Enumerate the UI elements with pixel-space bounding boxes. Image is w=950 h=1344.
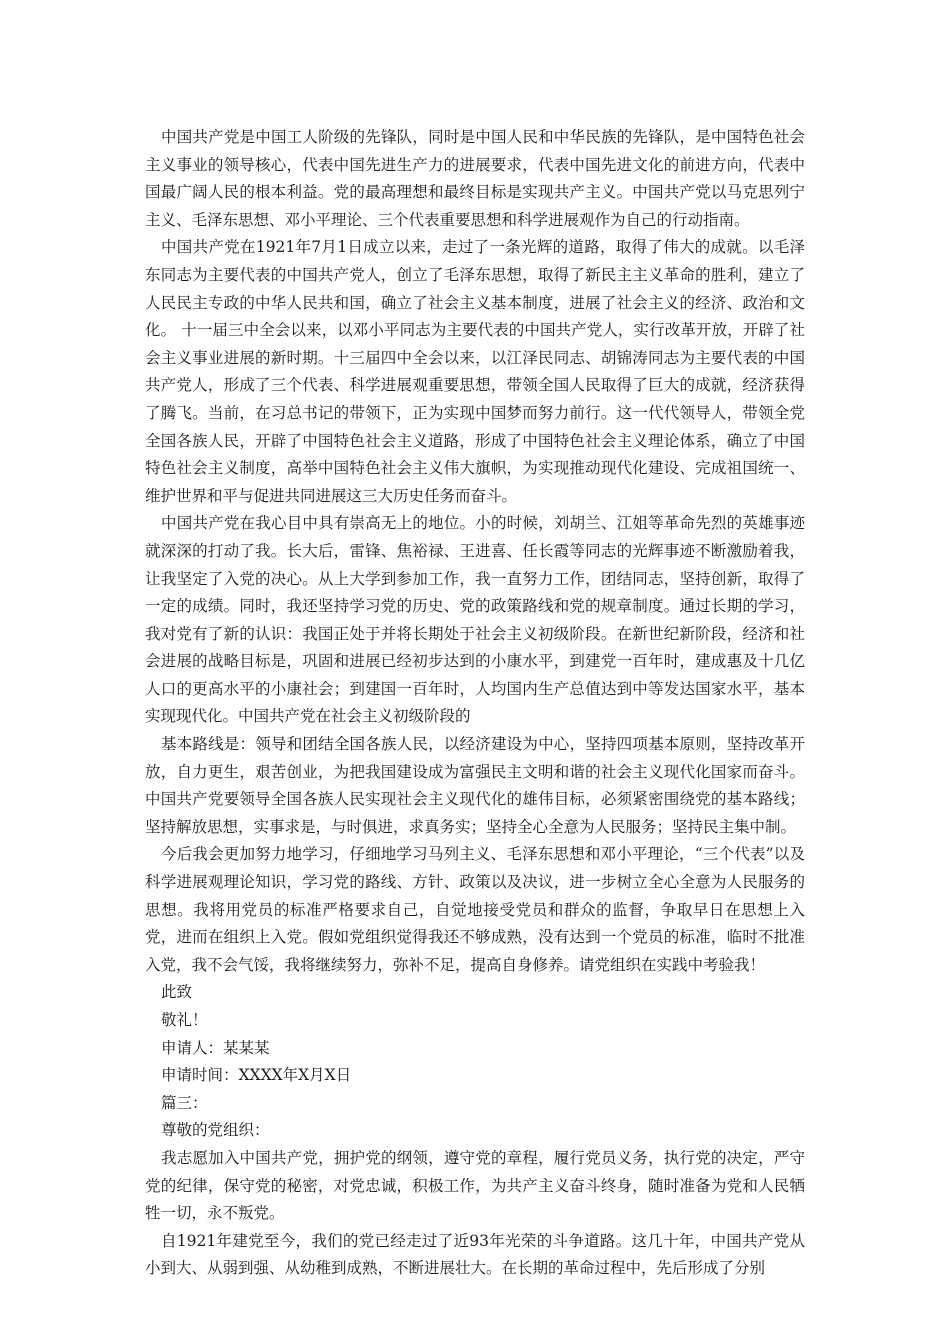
applicant-line: 申请人：某某某 [161, 1038, 270, 1057]
paragraph-5: 今后我会更加努力地学习，仔细地学习马列主义、毛泽东思想和邓小平理论，“三个代表”以及科学进展观理论知识，学习党的路线、方针、政策以及决议，进一步树立全心全意为人民服务的思想。我将用党员的标准严格要求自己，自觉地接受党员和群众的监督，争取早日在思想上入党，进而在组织上入党。假如党组织觉得我还不够成熟，没有达到一个党员的标准，临时不批准入党，我不会气馁，我将继续努力，弥补不足，提高自身修养。请党组织在实践中考验我！ [145, 845, 805, 974]
date-line: 申请时间：XXXX年X月X日 [161, 1066, 352, 1085]
paragraph-2: 中国共产党在1921年7月1日成立以来，走过了一条光辉的道路，取得了伟大的成就。以毛泽东同志为主要代表的中国共产党人，创立了毛泽东思想，取得了新民主主义革命的胜利，建立了人民民主专政的中华人民共和国，确立了社会主义基本制度，进展了社会主义的经济、政治和文化。 十一届三中全会以来，以邓小平同志为主要代表的中国共产党人，实行改革开放，开辟了社会主义事业进展的新时期。十三届四中全会以来，以江泽民同志、胡锦涛同志为主要代表的中国共产党人，形成了三个代表、科学进展观重要思想，带领全国人民取得了巨大的成就，经济获得了腾飞。当前，在习总书记的带领下，正为实现中国梦而努力前行。这一代代领导人，带领全党全国各族人民，开辟了中国特色社会主义道路，形成了中国特色社会主义理论体系，确立了中国特色社会主义制度，高举中国特色社会主义伟大旗帜，为实现推动现代化建设、完成祖国统一、维护世界和平与促进共同进展这三大历史任务而奋斗。 [145, 238, 805, 505]
salutation: 尊敬的党组织： [161, 1121, 270, 1140]
paragraph-6: 我志愿加入中国共产党，拥护党的纲领，遵守党的章程，履行党员义务，执行党的决定，严守党的纪律，保守党的秘密，对党忠诚，积极工作，为共产主义奋斗终身，随时准备为党和人民牺牲一切，永不叛党。 [145, 1148, 805, 1223]
paragraph-7: 自1921年建党至今，我们的党已经走过了近93年光荣的斗争道路。这几十年，中国共产党从小到大、从弱到强、从幼稚到成熟，不断进展壮大。在长期的革命过程中，先后形成了分别 [145, 1231, 805, 1278]
closing-line-2: 敬礼！ [161, 1011, 208, 1029]
paragraph-3: 中国共产党在我心目中具有崇高无上的地位。小的时候，刘胡兰、江姐等革命先烈的英雄事迹就深深的打动了我。长大后，雷锋、焦裕禄、王进喜、任长霞等同志的光辉事迹不断激励着我，让我坚定了入党的决心。从上大学到参加工作，我一直努力工作，团结同志，坚持创新，取得了一定的成绩。同时，我还坚持学习党的历史、党的政策路线和党的规章制度。通过长期的学习，我对党有了新的认识：我国正处于并将长期处于社会主义初级阶段。在新世纪新阶段，经济和社会进展的战略目标是，巩固和进展已经初步达到的小康水平，到建党一百年时，建成惠及十几亿人口的更高水平的小康社会；到建国一百年时，人均国内生产总值达到中等发达国家水平，基本实现现代化。中国共产党在社会主义初级阶段的 [145, 514, 805, 726]
closing-line-1: 此致 [161, 983, 193, 1002]
paragraph-1: 中国共产党是中国工人阶级的先锋队，同时是中国人民和中华民族的先锋队，是中国特色社会主义事业的领导核心，代表中国先进生产力的进展要求，代表中国先进文化的前进方向，代表中国最广阔人民的根本利益。党的最高理想和最终目标是实现共产主义。中国共产党以马克思列宁主义、毛泽东思想、邓小平理论、三个代表重要思想和科学进展观作为自己的行动指南。 [145, 128, 805, 229]
document-body [145, 124, 805, 1283]
section-heading: 篇三： [161, 1093, 208, 1112]
paragraph-4: 基本路线是：领导和团结全国各族人民，以经济建设为中心，坚持四项基本原则，坚持改革开放，自力更生，艰苦创业，为把我国建设成为富强民主文明和谐的社会主义现代化国家而奋斗。中国共产党要领导全国各族人民实现社会主义现代化的雄伟目标，必须紧密围绕党的基本路线；坚持解放思想，实事求是，与时俱进，求真务实；坚持全心全意为人民服务；坚持民主集中制。 [145, 735, 805, 836]
